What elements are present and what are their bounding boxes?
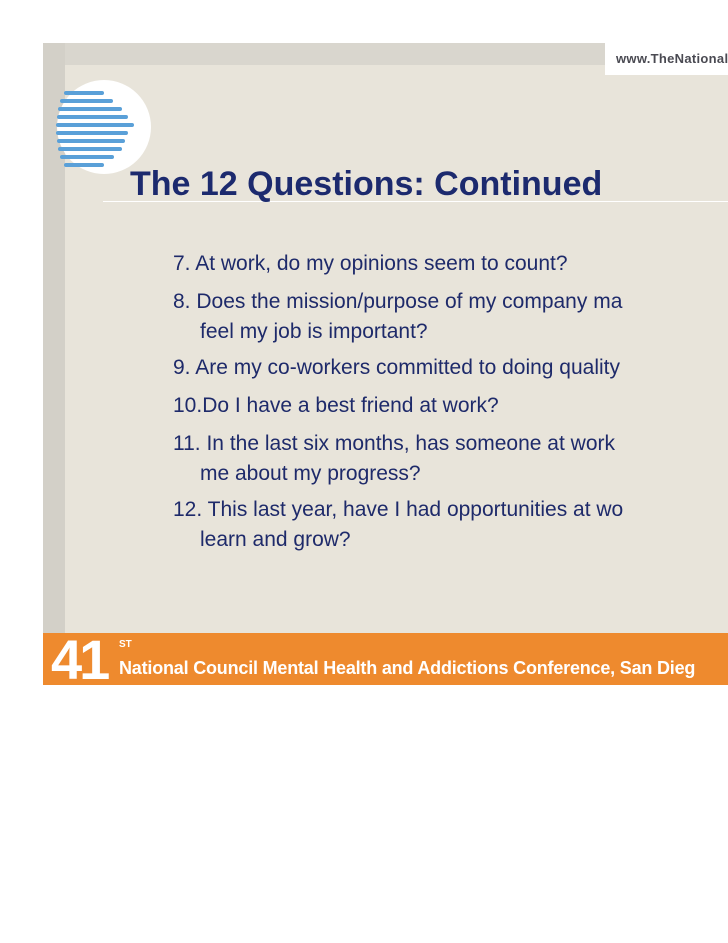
conference-number-suffix: ST [119, 639, 132, 650]
question-text: 8. Does the mission/purpose of my company ma [173, 290, 623, 313]
list-item [173, 495, 728, 555]
slide [43, 43, 728, 685]
question-text-continued: feel my job is important? [200, 320, 428, 343]
conference-number: 41 [51, 628, 108, 685]
list-item [173, 353, 728, 383]
slide-title: The 12 Questions: Continued [130, 165, 603, 203]
question-text-continued: me about my progress? [200, 462, 421, 485]
list-item [173, 249, 728, 279]
question-list [173, 249, 728, 555]
profile-head-logo-icon [56, 79, 152, 175]
conference-footer [43, 628, 728, 685]
conference-name: National Council Mental Health and Addictions Conference, San Dieg [119, 658, 696, 678]
question-text: 12. This last year, have I had opportunities at wo [173, 498, 624, 521]
question-text: 7. At work, do my opinions seem to count? [173, 252, 568, 275]
website-url: www.TheNational [616, 51, 728, 66]
question-text: 10.Do I have a best friend at work? [173, 394, 499, 417]
list-item [173, 287, 728, 347]
list-item [173, 391, 728, 421]
question-text: 11. In the last six months, has someone at work [173, 432, 615, 455]
url-box [605, 43, 728, 75]
list-item [173, 429, 728, 489]
question-text: 9. Are my co-workers committed to doing quality [173, 356, 621, 379]
question-text-continued: learn and grow? [200, 528, 351, 551]
